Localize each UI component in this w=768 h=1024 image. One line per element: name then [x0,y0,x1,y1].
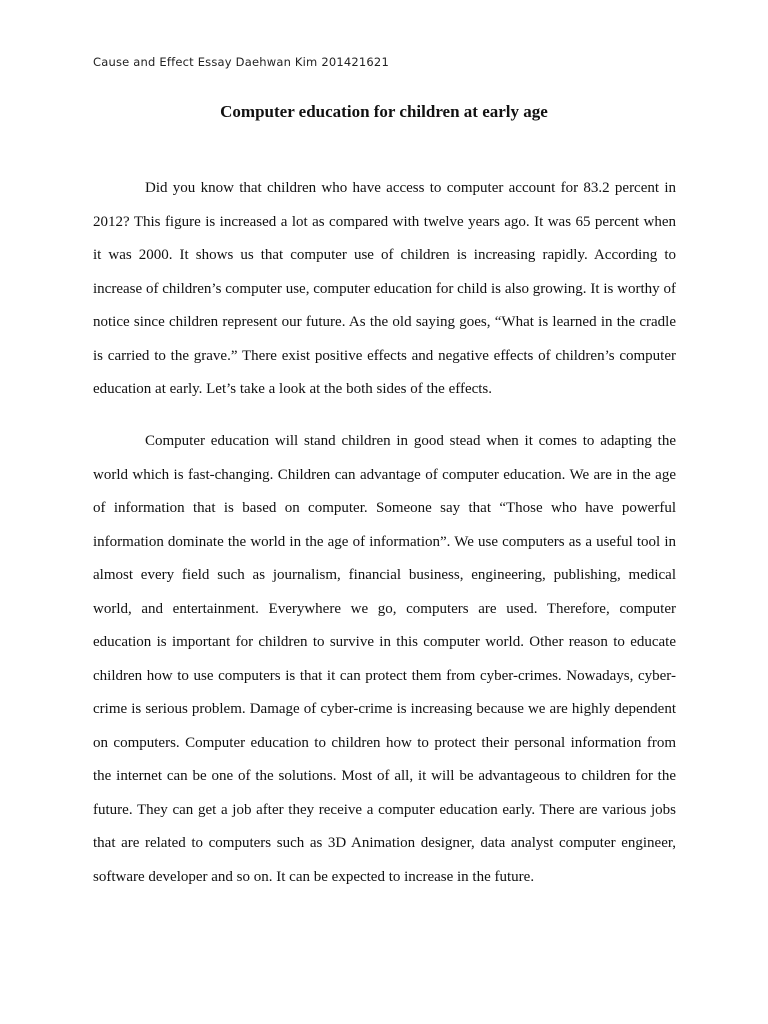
paragraph-intro: Did you know that children who have access to computer account for 83.2 percent in 2012? This figure is increased a lot as compared with twelve years ago. It was 65 percent when it was 2000. It shows us that computer use of children is increasing rapidly. According to increase of children’s computer use, computer education for child is also growing. It is worthy of notice since children represent our future. As the old saying goes, “What is learned in the cradle is carried to the grave.” There exist positive effects and negative effects of children’s computer education at early. Let’s take a look at the both sides of the effects. [93,180,676,397]
paragraph-positive-effects: Computer education will stand children in good stead when it comes to adapting the world which is fast-changing. Children can advantage of computer education. We are in the age of information that is based on computer. Someone say that “Those who have powerful information dominate the world in the age of information”. We use computers as a useful tool in almost every field such as journalism, financial business, engineering, publishing, medical world, and entertainment. Everywhere we go, computers are used. Therefore, computer education is important for children to survive in this computer world. Other reason to educate children how to use computers is that it can protect them from cyber-crimes. Nowadays, cyber-crime is serious problem. Damage of cyber-crime is increasing because we are highly dependent on computers. Computer education to children how to protect their personal information from the internet can be one of the solutions. Most of all, it will be advantageous to children for the future. They can get a job after they receive a computer education early. There are various jobs that are related to computers such as 3D Animation designer, data analyst computer engineer, software developer and so on. It can be expected to increase in the future. [93,433,676,885]
document-title: Computer education for children at early age [220,102,548,121]
page-header: Cause and Effect Essay Daehwan Kim 201421621 [93,55,389,69]
